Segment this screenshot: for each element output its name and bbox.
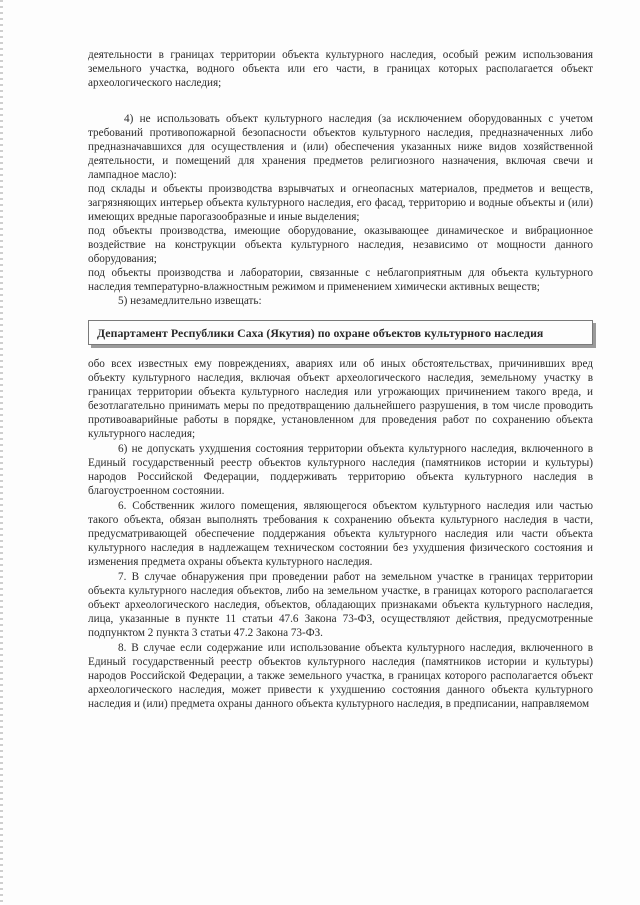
section-8-deterioration: 8. В случае если содержание или использование объекта культурного наследия, включенного в Единый государственный реестр объектов культурного наследия (памятников истории и культуры) народов Российской Федерации, а также земельного участка, в границах которого располагается объект археологического наследия, может привести к ухудшению состояния данного объекта культурного наследия и (или) предмета охраны данного объекта культурного наследия, в предписании, направляемом [88, 642, 593, 710]
clause-5: 5) незамедлительно извещать: [118, 295, 262, 307]
clause-4-item-production: под объекты производства, имеющие оборудование, оказывающее динамическое и вибрационное воздействие на конструкции объекта культурного наследия, независимо от мощности данного оборудования; [88, 225, 593, 265]
department-header-stamp: Департамент Республики Саха (Якутия) по охране объектов культурного наследия [88, 320, 593, 345]
section-6-owner: 6. Собственник жилого помещения, являющегося объектом культурного наследия или частью такого объекта, обязан выполнять требования к сохранению объекта культурного наследия в части, предусматривающей обеспечение поддержания объекта культурного наследия или части объекта культурного наследия в надлежащем техническом состоянии без ухудшения физического состояния и изменения предмета охраны объекта культурного наследия. [88, 500, 593, 568]
scan-edge [0, 0, 3, 905]
clause-5-continuation: обо всех известных ему повреждениях, авариях или об иных обстоятельствах, причинивших вред объекту культурного наследия, включая объект археологического наследия, земельному участку в границах территории объекта культурного наследия или угрожающих причинением такого вреда, и безотлагательно принимать меры по предотвращению дальнейшего разрушения, в том числе проводить противоаварийные работы в порядке, установленном для проведения работ по сохранению объекта культурного наследия; [88, 358, 593, 440]
clause-4-item-laboratories: под объекты производства и лаборатории, связанные с неблагоприятным для объекта культурного наследия температурно-влажностным режимом и применением химически активных веществ; [88, 267, 593, 293]
clause-4-item-warehouses: под склады и объекты производства взрывчатых и огнеопасных материалов, предметов и веществ, загрязняющих интерьер объекта культурного наследия, его фасад, территорию и водные объекты и (или) имеющих вредные парогазообразные и иные выделения; [88, 183, 593, 223]
section-7-discovery: 7. В случае обнаружения при проведении работ на земельном участке в границах территории объекта культурного наследия объектов, либо на земельном участке, в границах которого располагается объект археологического наследия, объектов, обладающих признаками объекта культурного наследия, лица, указанные в пункте 11 статьи 47.6 Закона 73-ФЗ, осуществляют действия, предусмотренные подпунктом 2 пункта 3 статьи 47.2 Закона 73-ФЗ. [88, 571, 593, 639]
clause-6-territory: 6) не допускать ухудшения состояния территории объекта культурного наследия, включенного в Единый государственный реестр объектов культурного наследия (памятников истории и культуры) народов Российской Федерации, поддерживать территорию объекта культурного наследия в благоустроенном состоянии. [88, 443, 593, 497]
paragraph-continuation: деятельности в границах территории объекта культурного наследия, особый режим использования земельного участка, водного объекта или его части, в границах которых располагается объект археологического наследия; [88, 49, 593, 89]
document-body [88, 48, 593, 711]
clause-4: 4) не использовать объект культурного наследия (за исключением оборудованных с учетом требований противопожарной безопасности объектов культурного наследия, предназначенных либо предназначавшихся для осуществления и (или) обеспечения указанных ниже видов хозяйственной деятельности, и помещений для хранения предметов религиозного назначения, включая свечи и лампадное масло): [88, 113, 593, 181]
